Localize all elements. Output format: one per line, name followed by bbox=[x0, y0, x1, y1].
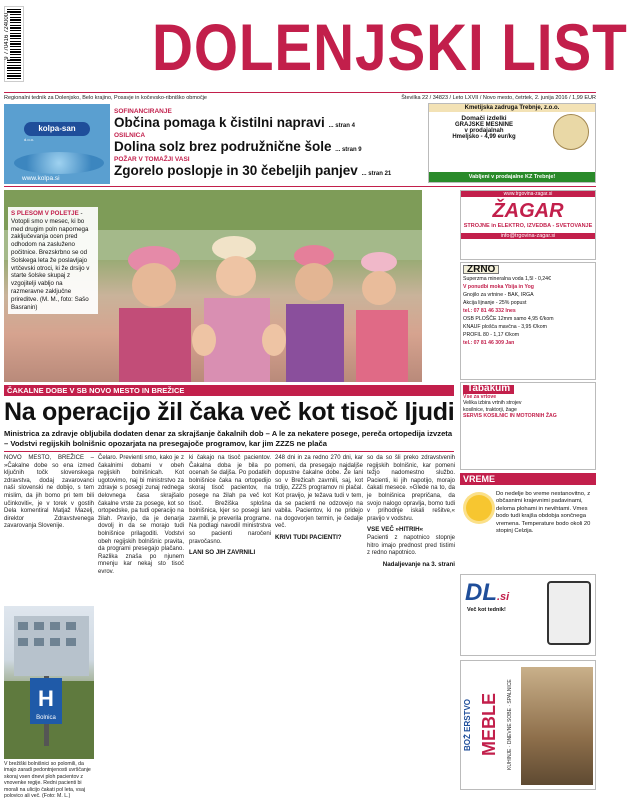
tabakum-line: Velika izbira vrtnih strojev bbox=[463, 400, 522, 406]
tabakum-logo: Tabakum bbox=[463, 385, 514, 394]
photo-caption: V brežiški bolnišnici so polomili, da imajo zaradi pedontnjenosti uvrščanje skoraj vsen dnevi ploh pacientov z vnovenke regije. Redni pacienti bi morali na ulicijo čakati pol leta, vsaj polovico ali več. (Foto: M. L.) bbox=[4, 761, 91, 799]
masthead-title[interactable]: DOLENJSKI LIST bbox=[152, 10, 628, 84]
tabakum-ad[interactable] bbox=[460, 382, 596, 470]
hero-caption bbox=[8, 207, 98, 314]
hospital-building-image bbox=[4, 606, 94, 759]
farm-ad-line: v prodajalnah bbox=[464, 128, 504, 134]
kolpa-url[interactable]: www.kolpa.si bbox=[22, 175, 60, 182]
story-deck: Ministrica za zdravje obljubila dodaten denar za skrajšanje čakalnih dob – A le za nekatere posege, pereča ortopedija izvzeta – Vodstvi regijskih bolnišnic opozarjata na presegajoče programov, kar jim ZZZS ne plača bbox=[4, 429, 453, 448]
teaser-kicker: OSILNICA bbox=[114, 132, 146, 139]
farm-ad-bottom: Vabljeni v prodajalne KZ Trebnje! bbox=[429, 172, 595, 182]
weather-box bbox=[460, 473, 596, 569]
tagline: Regionalni tednik za Dolenjsko, Belo krajino, Posavje in kočevsko-ribniško območje bbox=[4, 95, 207, 101]
story-column bbox=[189, 455, 271, 795]
farm-logo-icon bbox=[553, 114, 589, 150]
story-text: so da so šli preko zdravstvenih regijskih bolnišnic, kar pomeni težjo nadomestno službo. Pacienti, ki jih napotijo, morajo čakati mesece. »Glede na to, da je bolnišnica prepričana, da svojo nalogo opravlja, bomo tudi v prihodnje iskali rešitve,« pravijo v vodstvu. bbox=[367, 455, 455, 522]
zagar-url[interactable]: www.trgovina-zagar.si bbox=[461, 191, 595, 197]
story-text: 248 dni in za redno 270 dni, kar pomeni, da presegajo najdaljše dopustne čakalne dobe. Že lani so v Brežicah zavrnili, saj, kot trdijo, ZZZS programov ni plačal. Kot pravijo, je težava tudi v tem, da se pacienti ne odzovejo na vabila. Pacientov, ki ne pridejo na dogovorjen termin, je čedalje več. bbox=[275, 455, 363, 530]
furniture-ad-brand: BOŽ ERSTVO bbox=[463, 699, 472, 752]
zagar-logo: ŽAGAR bbox=[492, 200, 564, 222]
zrno-ad[interactable] bbox=[460, 262, 596, 380]
teaser-headline: Občina pomaga k čistilni napravi bbox=[114, 115, 325, 130]
zagar-contact: info@trgovina-zagar.si bbox=[461, 233, 595, 239]
tabakum-line: kosilnice, traktorji, žage bbox=[463, 406, 517, 413]
hero-caption-text: - Votopli smo v mesec, ki bo med drugim poln napornega zaključevanja ocen pred odhodom na zasluženo počitnice. Brezskrbno se od Solskega leta že poslavljajo vrtčevski otroci, ki že drsijo v starte šolske skupaj z vzgojitelji vabljo na razmeravne zaključne prireditve. (M. M., foto: Sašo Basranin) bbox=[11, 210, 90, 311]
story-column: NOVO MESTO, BREŽICE – »Čakalne dobe so ena izmed ključnih točk slovenskega zdravstva, dodaj zavarovanci naši slovenski ne dobijo, s tem mislim, da jih bomo pri tem bili učinkoviti«, je v torek v gostih Dela komentiral Matjaž Mazelj, direktor Zdravstvenega zavarovanja Slovenije. bbox=[4, 455, 94, 530]
story-column bbox=[275, 455, 363, 795]
zrno-logo: ZRNO bbox=[463, 265, 499, 274]
zrno-line: Gnojilo za vrtnine - BAK, IRGA bbox=[463, 292, 534, 298]
zrno-line: tel.: 07 81 46 309 Jan bbox=[463, 340, 515, 346]
teaser-kicker: POŽAR V TOMAŽJI VASI bbox=[114, 156, 190, 163]
dlsi-logo-main: DL bbox=[465, 579, 497, 606]
weather-title: VREME bbox=[460, 473, 596, 485]
farm-ad-line: GRAJSKE MESNINE bbox=[454, 122, 513, 128]
story-text: ki čakajo na tisoč pacientov. Čakalna doba je bila po ocenah še daljša. Po podatkih bolnišnice čaka na ortopedijo skoraj tisoč pacientov, na posege na žilah pa več kot tisoč. Brežiška splošna bolnišnica, kjer so posegi lani zavrnili, je preverila programe. Na podlagi navodil ministrstva so pacienti naročeni pravočasno. bbox=[189, 455, 271, 545]
kolpa-ad[interactable] bbox=[4, 104, 110, 184]
teaser-kicker: SOFINANCIRANJE bbox=[114, 108, 172, 115]
issue-info: Številka 22 / 34823 / Leto LXVII / Novo mesto, četrtek, 2. junija 2016 / 1,99 EUR bbox=[401, 95, 596, 101]
furniture-ad-title: MEBLE bbox=[479, 693, 499, 757]
teaser-headline: Zgorelo poslopje in 30 čebeljih panjev bbox=[114, 163, 358, 178]
farm-ad-header: Kmetijska zadruga Trebnje, z.o.o. bbox=[429, 104, 595, 112]
furniture-ad[interactable] bbox=[460, 660, 596, 790]
story-subhead: LANI SO JIH ZAVRNILI bbox=[189, 549, 256, 557]
story-subhead: VSE VEČ »HITRIH« bbox=[367, 526, 424, 534]
teaser[interactable] bbox=[114, 132, 362, 154]
zrno-line: Akcija lijnanje - 25% popust bbox=[463, 300, 527, 306]
tabakum-line: Vse za vrtove bbox=[463, 393, 497, 400]
zrno-line: OSB PLOŠČE 12mm samo 4,95 €/kom bbox=[463, 316, 554, 322]
zrno-line: KNAUF plošča mavčna - 3,95 €/kom bbox=[463, 324, 547, 330]
zrno-line: tel.: 07 81 46 332 Ines bbox=[463, 308, 516, 314]
story-column: Čelaro. Previenti smo, kako je z čakalnimi dobami v obeh regijskih bolnišnicah. Kot ugotovimo, naj bi ministrstvo za zdravje s posegi zunaj rednega delovnega časa skrajšalo čakalne vrste za posege, kot so ortopedske, pa tudi operacijo na žilah. Pravijo, da je denarja dovolj in da se morajo tudi bolnišnice prilagoditi. Vodstvi obeh regijskih bolnišnic pravita, da programi presegajo plačano. Razlika znaša po njunem mnenju kar nekaj sto tisoč evrov. bbox=[98, 455, 184, 575]
story-kicker: ČAKALNE DOBE V SB NOVO MESTO IN BREŽICE bbox=[4, 385, 454, 396]
hero-caption-lead: S PLESOM V POLETJE bbox=[11, 210, 79, 217]
story-headline[interactable]: Na operacijo žil čaka več kot tisoč ljudi bbox=[4, 398, 455, 426]
barcode-number: 9 770416 724000 bbox=[4, 13, 10, 60]
teaser[interactable] bbox=[114, 156, 391, 178]
dlsi-ad[interactable] bbox=[460, 574, 596, 656]
hospital-photo bbox=[4, 606, 94, 759]
zrno-line: V ponudbi moka Ybija in Yog bbox=[463, 284, 534, 290]
farm-ad[interactable] bbox=[428, 103, 596, 183]
tablet-icon bbox=[547, 581, 591, 645]
divider bbox=[4, 451, 454, 452]
furniture-image bbox=[521, 667, 593, 785]
farm-ad-line: Hmeljsko - 4,99 eur/kg bbox=[452, 134, 516, 140]
dlsi-logo-suffix: .si bbox=[497, 591, 510, 603]
story-text: Pacienti z napotnico stopnje hitro imajo prednost pred tistimi z redno napotnico. bbox=[367, 534, 455, 557]
story-column bbox=[367, 455, 455, 795]
zagar-ad[interactable] bbox=[460, 190, 596, 260]
teaser-page: ... stran 21 bbox=[361, 171, 392, 177]
furniture-ad-text: KUHINJE · DNEVNE SOBE · SPALNICE bbox=[507, 679, 513, 771]
zagar-text: STROJNE in ELEKTRO, IZVEDBA - SVETOVANJE bbox=[463, 223, 593, 229]
hospital-sign-text: Bolnica bbox=[36, 715, 56, 721]
story-continued[interactable]: Nadaljevanje na 3. strani bbox=[382, 560, 455, 568]
teaser[interactable] bbox=[114, 108, 355, 130]
sun-icon bbox=[466, 495, 492, 521]
story-subhead: KRIVI TUDI PACIENTI? bbox=[275, 533, 342, 541]
teaser-page: ... stran 4 bbox=[328, 123, 355, 129]
divider bbox=[4, 92, 596, 93]
teaser-headline: Dolina solz brez podružnične šole bbox=[114, 139, 332, 154]
farm-ad-line: Domači izdelki bbox=[461, 115, 507, 122]
kolpa-logo: kolpa-san bbox=[24, 122, 90, 136]
weather-text: Do nedelje bo vreme nestanovitno, z občasnimi krajevnimi padavinami, deloma plohami in nevihtami. Vmes bodo tudi krajša obdobja sončnega vremena. Temperature bodo okoli 20 stopinj Celzija. bbox=[496, 491, 591, 535]
zrno-line: PROFIL 80 - 1,17 €/kom bbox=[463, 332, 520, 338]
zrno-line: Superzma mineralna voda 1,5l - 0,24€ bbox=[463, 276, 551, 282]
kolpa-sub: d.o.o. bbox=[24, 137, 35, 142]
tabakum-line: SERVIS KOSILNIC IN MOTORNIH ŽAG bbox=[463, 413, 557, 419]
hospital-sign-icon: H bbox=[38, 686, 54, 711]
teaser-page: ... stran 9 bbox=[335, 147, 362, 153]
dlsi-sub: Več kot tednik! bbox=[467, 607, 506, 613]
divider bbox=[4, 186, 596, 187]
water-splash-image bbox=[14, 152, 104, 174]
dlsi-logo bbox=[465, 579, 509, 607]
barcode bbox=[4, 6, 24, 82]
